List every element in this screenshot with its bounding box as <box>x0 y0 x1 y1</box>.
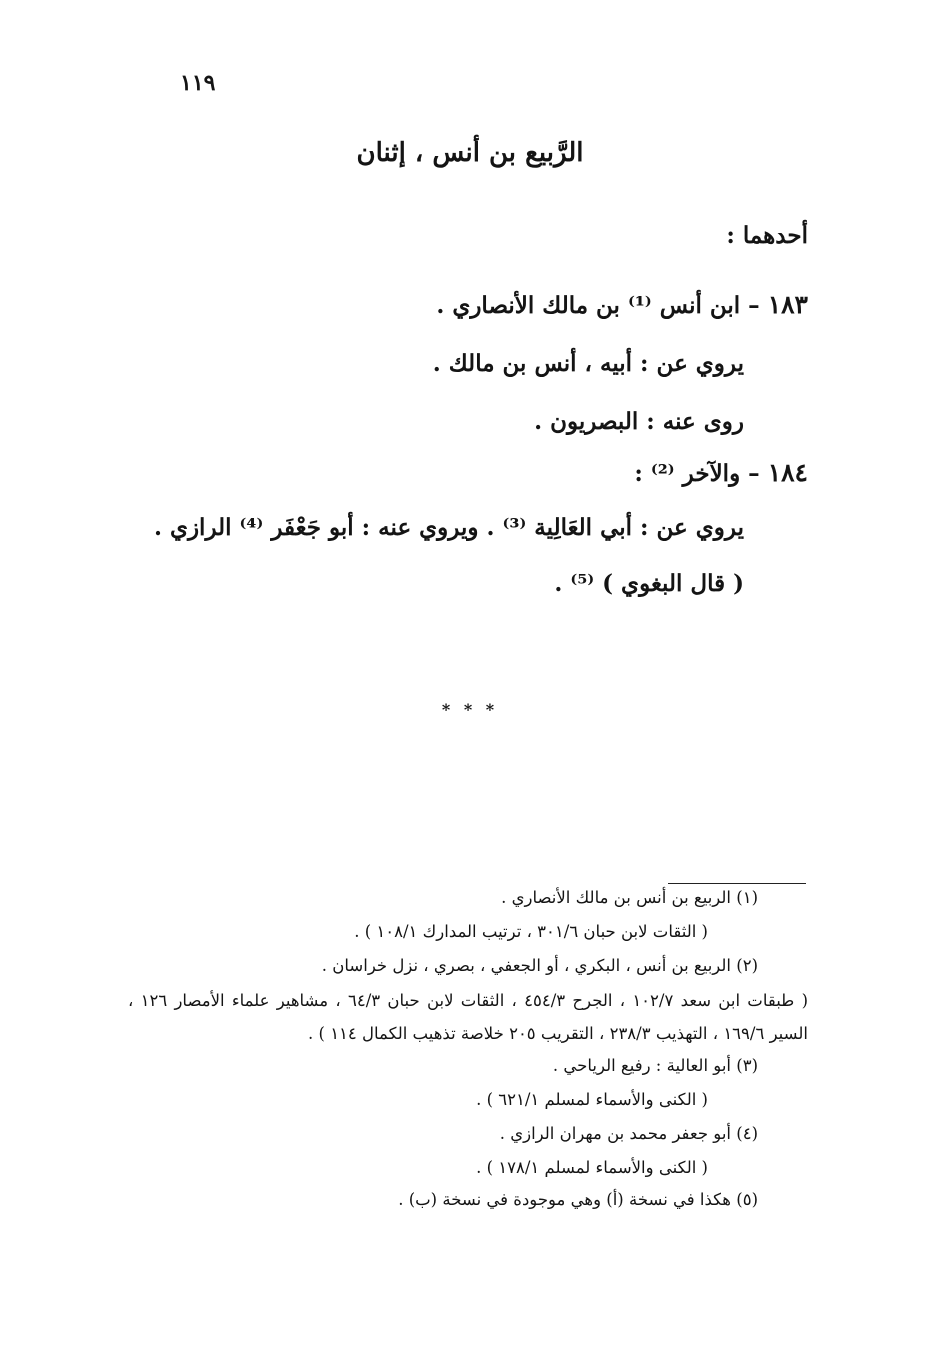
page-number: ١١٩ <box>180 70 216 96</box>
footnote-3: (٣) أبو العالية : رفيع الرياحي . <box>552 1056 758 1075</box>
footnote-1-sources: ( الثقات لابن حبان ٣٠١/٦ ، ترتيب المدارك ١٠٨/١ ) . <box>354 922 708 941</box>
footnote-4-sources: ( الكنى والأسماء لمسلم ١٧٨/١ ) . <box>476 1158 708 1177</box>
entry-184 <box>634 458 808 487</box>
entry-text: – ابن أنس ⁽¹⁾ بن مالك الأنصاري . <box>436 292 760 319</box>
footnote-3-sources: ( الكنى والأسماء لمسلم ٦٢١/١ ) . <box>476 1090 708 1109</box>
entry-184-narrations: يروي عن : أبي العَالِية ⁽³⁾ . ويروي عنه : أبو جَعْفَر ⁽⁴⁾ الرازي . <box>153 514 744 541</box>
entry-183-narrated-by: روى عنه : البصريون . <box>534 408 744 435</box>
entry-184-source: ( قال البغوي ) ⁽⁵⁾ . <box>554 570 744 597</box>
footnote-2: (٢) الربيع بن أنس ، البكري ، أو الجعفي ، بصري ، نزل خراسان . <box>321 956 758 975</box>
footnote-1: (١) الربيع بن أنس بن مالك الأنصاري . <box>501 888 758 907</box>
page-title: الرَّبيع بن أنس ، إثنان <box>356 138 584 168</box>
footnote-4: (٤) أبو جعفر محمد بن مهران الرازي . <box>499 1124 758 1143</box>
footnote-divider <box>668 883 806 884</box>
entry-183 <box>436 290 808 319</box>
entry-183-narrates-from: يروي عن : أبيه ، أنس بن مالك . <box>432 350 744 377</box>
entry-text: – والآخر ⁽²⁾ : <box>634 460 760 487</box>
intro-heading: أحدهما : <box>726 222 808 249</box>
footnote-5: (٥) هكذا في نسخة (أ) وهي موجودة في نسخة (ب) . <box>398 1190 758 1209</box>
section-separator: * * * <box>441 700 499 719</box>
footnote-2-sources: ( طبقات ابن سعد ١٠٢/٧ ، الجرح ٤٥٤/٣ ، الثقات لابن حبان ٦٤/٣ ، مشاهير علماء الأمصار ١٢٦ ، السير ١٦٩/٦ ، التهذيب ٢٣٨/٣ ، التقريب ٢٠٥ خلاصة تذهيب الكمال ١١٤ ) . <box>128 991 809 1043</box>
entry-number: ١٨٤ <box>767 458 808 487</box>
entry-number: ١٨٣ <box>767 290 808 319</box>
